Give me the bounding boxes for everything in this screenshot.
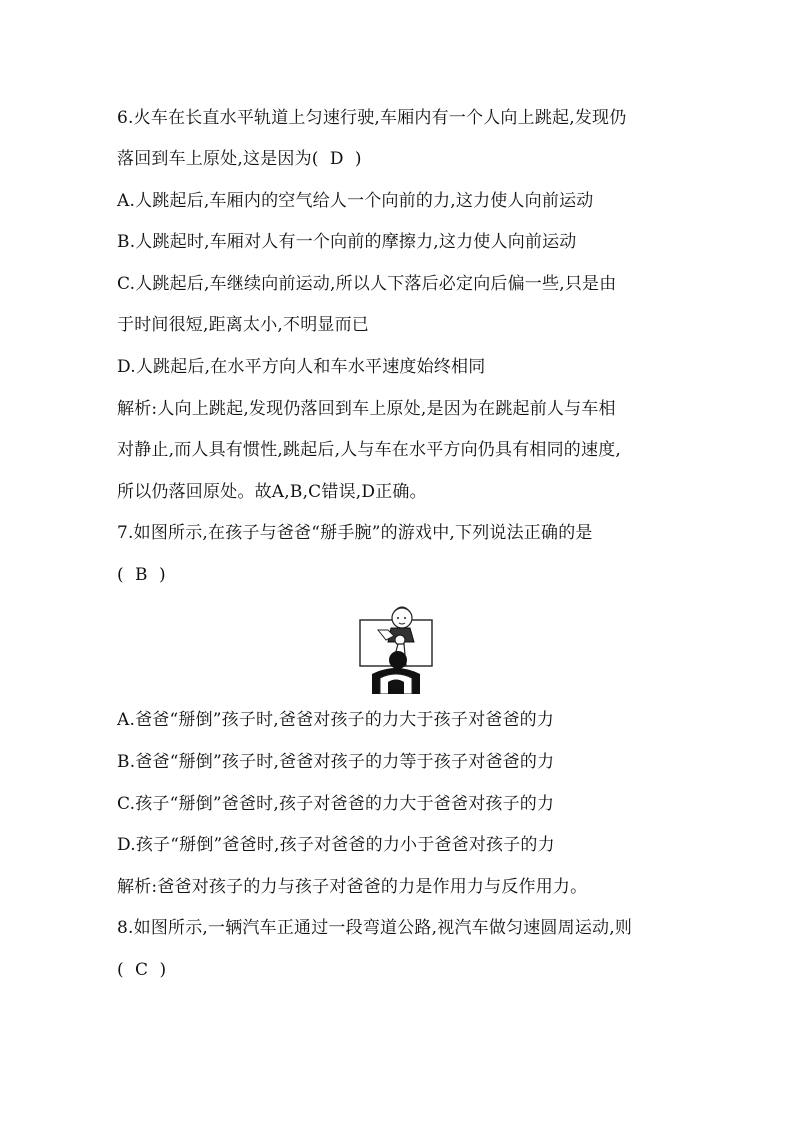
- q6-option-c-line2: 于时间很短,距离太小,不明显而已: [117, 315, 370, 335]
- q7-option-c: C.孩子“掰倒”爸爸时,孩子对爸爸的力大于爸爸对孩子的力: [117, 794, 555, 814]
- q6-option-d: D.人跳起后,在水平方向人和车水平速度始终相同: [117, 357, 486, 377]
- q6-analysis-line2: 对静止,而人具有惯性,跳起后,人与车在水平方向仍具有相同的速度,: [117, 440, 622, 460]
- q7-stem-line1: 7.如图所示,在孩子与爸爸“掰手腕”的游戏中,下列说法正确的是: [117, 523, 593, 543]
- q6-analysis-line3: 所以仍落回原处。故A,B,C错误,D正确。: [117, 482, 427, 502]
- q6-stem-line2: 落回到车上原处,这是因为( D ): [117, 149, 362, 169]
- q6-option-a: A.人跳起后,车厢内的空气给人一个向前的力,这力使人向前运动: [117, 191, 594, 211]
- q7-option-d: D.孩子“掰倒”爸爸时,孩子对爸爸的力小于爸爸对孩子的力: [117, 835, 555, 855]
- q7-stem-line2: ( B ): [117, 565, 166, 585]
- q7-option-b: B.爸爸“掰倒”孩子时,爸爸对孩子的力等于孩子对爸爸的力: [117, 752, 555, 772]
- arm-wrestling-illustration: [358, 600, 434, 694]
- q6-stem-line1: 6.火车在长直水平轨道上匀速行驶,车厢内有一个人向上跳起,发现仍: [117, 108, 627, 128]
- q8-stem-line2: ( C ): [117, 960, 167, 980]
- q7-option-a: A.爸爸“掰倒”孩子时,爸爸对孩子的力大于孩子对爸爸的力: [117, 710, 555, 730]
- father-head: [389, 651, 407, 669]
- q6-option-c-line1: C.人跳起后,车继续向前运动,所以人下落后必定向后偏一些,只是由: [117, 274, 617, 294]
- q6-analysis-line1: 解析:人向上跳起,发现仍落回到车上原处,是因为在跳起前人与车相: [117, 399, 616, 419]
- q8-stem-line1: 8.如图所示,一辆汽车正通过一段弯道公路,视汽车做匀速圆周运动,则: [117, 918, 633, 938]
- q7-analysis: 解析:爸爸对孩子的力与孩子对爸爸的力是作用力与反作用力。: [117, 877, 588, 897]
- q6-option-b: B.人跳起时,车厢对人有一个向前的摩擦力,这力使人向前运动: [117, 232, 577, 252]
